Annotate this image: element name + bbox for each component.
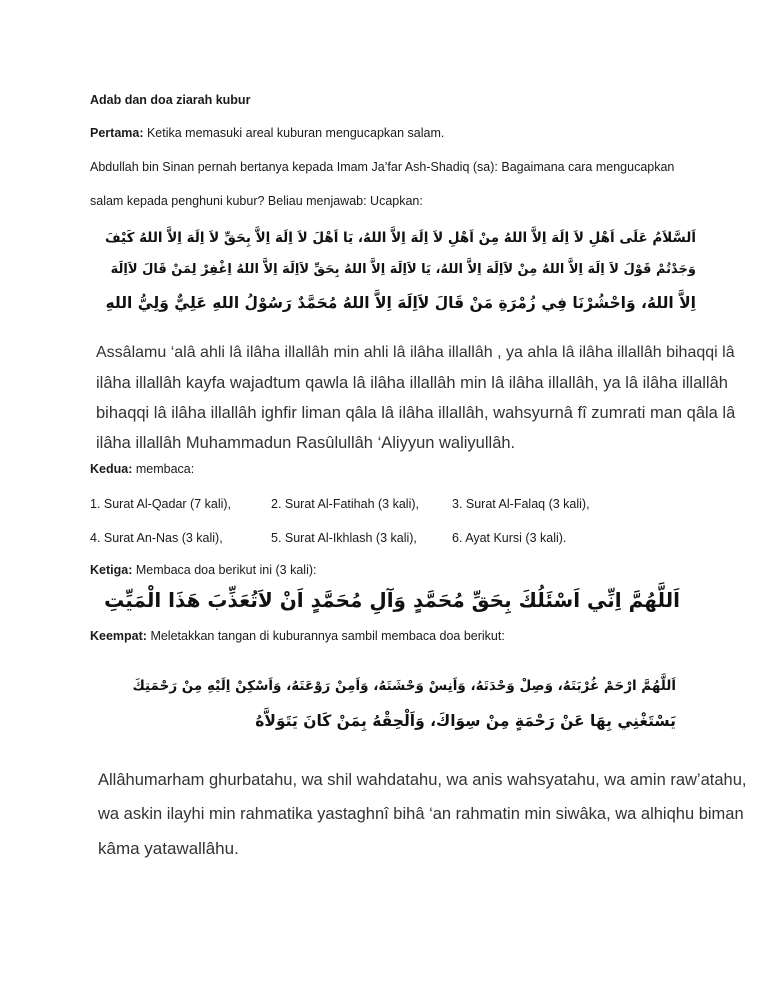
keempat-latin-line-1: Allâhumarham ghurbatahu, wa shil wahdatahu, wa anis wahsyatahu, wa amin raw’atahu, [98,771,747,789]
list-item: 5. Surat Al-Ikhlash (3 kali), [271,531,417,545]
document-title: Adab dan doa ziarah kubur [90,93,251,107]
salam-latin-line-1: Assâlamu ‘alâ ahli lâ ilâha illallâh min ahli lâ ilâha illallâh , ya ahla lâ ilâha illallâh bihaqqi lâ [96,344,735,361]
pertama-text: Ketika memasuki areal kuburan mengucapkan salam. [143,126,445,140]
ketiga-text: Membaca doa berikut ini (3 kali): [132,563,317,577]
ketiga-label: Ketiga: [90,563,133,577]
list-item: 6. Ayat Kursi (3 kali). [452,531,567,545]
list-item: 3. Surat Al-Falaq (3 kali), [452,497,590,511]
intro-line-1: Abdullah bin Sinan pernah bertanya kepada Imam Ja’far Ash-Shadiq (sa): Bagaimana cara mengucapkan [90,160,675,174]
keempat-text: Meletakkan tangan di kuburannya sambil membaca doa berikut: [146,629,505,643]
salam-latin-line-4: ilâha illallâh Muhammadun Rasûlullâh ‘Aliyyun waliyullâh. [96,434,516,452]
keempat-label: Keempat: [90,629,147,643]
intro-line-2: salam kepada penghuni kubur? Beliau menjawab: Ucapkan: [90,194,423,208]
ketiga-paragraph [90,564,316,577]
salam-arabic-line-1: اَلسَّلاَمُ عَلَى اَهْلِ لاَ اِلَهَ اِلاَّ اللهُ مِنْ اَهْلِ لاَ اِلَهَ اِلاَّ اللهُ، يَا اَهْلَ لاَ اِلَهَ اِلاَّ بِحَقِّ لاَ اِلَهَ اِلاَّ اللهُ كَيْفَ [104,230,696,246]
salam-arabic-line-2: وَجَدْتُمْ قَوْلَ لاَ اِلَهَ اِلاَّ اللهُ مِنْ لاَاِلَهَ اِلاَّ اللهُ، يَا لاَاِلَهَ اِلاَّ اللهُ بِحَقِّ لاَاِلَهَ اِلاَّ اللهُ اِغْفِرْ لِمَنْ قَالَ لاَاِلَهَ [110,262,696,277]
salam-arabic-line-3: اِلاَّ اللهُ، وَاحْشُرْنَا فِي زُمْرَةِ مَنْ قَالَ لاَاِلَهَ اِلاَّ اللهُ مُحَمَّدٌ رَسُوْلُ اللهِ عَلِيٌّ وَلِيُّ اللهِ [105,294,696,312]
pertama-label: Pertama: [90,126,144,140]
keempat-latin-line-2: wa askin ilayhi min rahmatika yastaghnî bihâ ‘an rahmatin min siwâka, wa alhiqhu biman [98,805,744,823]
keempat-arabic-line-1: اَللَّهُمَّ ارْحَمْ غُرْبَتَهُ، وَصِلْ وَحْدَتَهُ، وَاَنِسْ وَحْشَتَهُ، وَاَمِنْ رَوْعَتَهُ، وَاَسْكِنْ اِلَيْهِ مِنْ رَحْمَتِكَ [132,678,676,694]
kedua-label: Kedua: [90,462,133,476]
salam-latin-line-3: bihaqqi lâ ilâha illallâh ighfir liman qâla lâ ilâha illallâh, wahsyurnâ fî zumrati man qâla lâ [96,404,736,422]
keempat-paragraph [90,630,505,643]
salam-latin-line-2: ilâha illallâh kayfa wajadtum qawla lâ ilâha illallâh min lâ ilâha illallâh, ya lâ ilâha illallâh [96,374,728,392]
list-item: 4. Surat An-Nas (3 kali), [90,531,223,545]
kedua-paragraph [90,463,194,476]
keempat-arabic-line-2: يَسْتَغْنِي بِهَا عَنْ رَحْمَةٍ مِنْ سِوَاكَ، وَاَلْحِقْهُ بِمَنْ كَانَ يَتَوَلاَّهُ [255,712,676,730]
pertama-paragraph [90,127,444,140]
keempat-latin-line-3: kâma yatawallâhu. [98,839,239,858]
list-item: 1. Surat Al-Qadar (7 kali), [90,497,232,511]
kedua-text: membaca: [132,462,195,476]
list-item: 2. Surat Al-Fatihah (3 kali), [271,497,419,511]
ketiga-arabic: اَللَّهُمَّ اِنِّي اَسْئَلُكَ بِحَقِّ مُحَمَّدٍ وَآلِ مُحَمَّدٍ اَنْ لاَتُعَذِّبَ هَذَا الْمَيِّتِ [104,588,680,612]
